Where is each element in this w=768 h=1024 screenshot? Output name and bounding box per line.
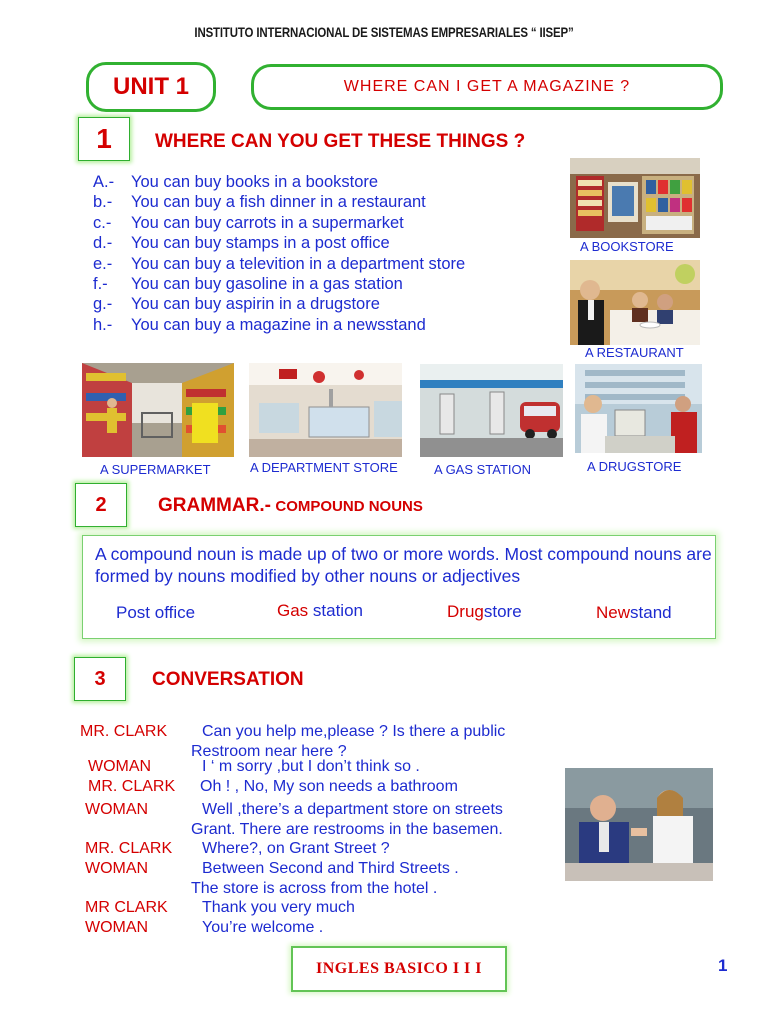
list-item-text: You can buy gasoline in a gas station (131, 274, 403, 293)
speaker-label: MR. CLARK (85, 840, 173, 857)
dialogue-line: Between Second and Third Streets . (202, 860, 459, 877)
supermarket-photo (82, 363, 234, 457)
dialogue-line: Thank you very much (202, 899, 355, 916)
list-item-text: You can buy a televition in a department store (131, 254, 466, 273)
gas-station-photo (420, 364, 563, 457)
example-drugstore (447, 602, 522, 622)
example-drugstore-second: store (483, 602, 522, 621)
restaurant-photo (570, 260, 700, 345)
list-item-text: You can buy stamps in a post office (131, 234, 390, 253)
speaker-label: MR CLARK (85, 899, 168, 916)
section2-subtitle: COMPOUND NOUNS (275, 498, 423, 515)
example-post-office-second: office (150, 603, 196, 622)
bookstore-photo (570, 158, 700, 238)
section2-heading (158, 495, 423, 517)
list-item (93, 255, 465, 275)
speaker-label: WOMAN (85, 919, 149, 936)
list-item-letter: c.- (93, 213, 112, 232)
list-item-text: You can buy books in a bookstore (131, 173, 379, 191)
caption-gas-station: A GAS STATION (434, 462, 532, 477)
unit-label-text: UNIT 1 (112, 73, 189, 100)
list-item (93, 316, 465, 336)
list-item (93, 234, 465, 254)
course-footer-text: INGLES BASICO I I I (316, 960, 482, 977)
purchase-list (93, 173, 465, 336)
caption-restaurant: A RESTAURANT (585, 345, 684, 360)
speaker-label: MR. CLARK (88, 778, 176, 795)
list-item-text: You can buy carrots in a supermarket (131, 213, 404, 232)
unit-title-text: WHERE CAN I GET A MAGAZINE ? (343, 78, 631, 95)
section3-number (74, 657, 126, 701)
section1-number-text: 1 (96, 123, 112, 154)
section2-title: GRAMMAR.- (158, 495, 271, 516)
caption-department-store: A DEPARTMENT STORE (250, 460, 398, 475)
example-post-office (116, 603, 195, 623)
section1-title: WHERE CAN YOU GET THESE THINGS ? (155, 131, 526, 152)
dialogue-line: I ‘ m sorry ,but I don’t think so . (202, 758, 420, 775)
list-item (93, 214, 465, 234)
example-gas-station (277, 601, 363, 621)
list-item-text: You can buy a fish dinner in a restaurant (131, 193, 426, 212)
dialogue-line: Restroom near here ? (191, 743, 347, 760)
list-item-letter: b.- (93, 193, 113, 212)
course-footer (291, 946, 507, 992)
speaker-label: WOMAN (85, 860, 149, 877)
list-item (93, 173, 465, 193)
caption-bookstore: A BOOKSTORE (580, 239, 674, 254)
section1-number (78, 117, 130, 161)
list-item-letter: A.- (93, 173, 115, 191)
institute-header: INSTITUTO INTERNACIONAL DE SISTEMAS EMPRESARIALES “ IISEP” (194, 24, 574, 40)
section3-title: CONVERSATION (152, 669, 304, 690)
unit-title (251, 64, 723, 110)
example-gas-station-second: station (308, 601, 363, 620)
department-store-photo (249, 363, 402, 457)
section2-number-text: 2 (95, 493, 107, 516)
list-item-letter: g.- (93, 295, 113, 314)
list-item (93, 193, 465, 213)
dialogue-line: Where?, on Grant Street ? (202, 840, 390, 857)
example-drugstore-first: Drug (447, 602, 484, 621)
dialogue-line: Well ,there’s a department store on streets (202, 801, 503, 818)
example-newsstand-first: New (596, 603, 631, 622)
caption-supermarket: A SUPERMARKET (100, 462, 211, 477)
speaker-label: WOMAN (85, 801, 149, 818)
unit-label (86, 62, 216, 112)
dialogue-line: You’re welcome . (202, 919, 324, 936)
section3-number-text: 3 (94, 667, 106, 690)
dialogue-line: Grant. There are restrooms in the basemen. (191, 821, 503, 838)
dialogue-line: Can you help me,please ? Is there a public (202, 723, 506, 740)
dialogue-line: The store is across from the hotel . (191, 880, 438, 897)
example-post-office-first: Post (116, 603, 151, 622)
section2-number (75, 483, 127, 527)
speaker-label: MR. CLARK (80, 723, 168, 740)
list-item (93, 275, 465, 295)
conversation-photo (565, 768, 713, 881)
dialogue-line: Oh ! , No, My son needs a bathroom (200, 778, 458, 795)
example-newsstand-second: stand (630, 603, 672, 622)
list-item-letter: f.- (93, 274, 108, 293)
example-gas-station-first: Gas (277, 601, 309, 620)
list-item-letter: h.- (93, 315, 113, 334)
list-item-text: You can buy a magazine in a newsstand (131, 315, 426, 334)
list-item-text: You can buy aspirin in a drugstore (131, 295, 380, 314)
page-number: 1 (718, 956, 728, 975)
compound-noun-definition: A compound noun is made up of two or more words. Most compound nouns are formed by nouns modified by other nouns or adjectives (95, 544, 712, 586)
list-item-letter: e.- (93, 254, 113, 273)
example-newsstand (596, 603, 672, 623)
list-item-letter: d.- (93, 234, 113, 253)
drugstore-photo (575, 364, 702, 453)
list-item (93, 295, 465, 315)
caption-drugstore: A DRUGSTORE (587, 459, 682, 474)
speaker-label: WOMAN (88, 758, 152, 775)
